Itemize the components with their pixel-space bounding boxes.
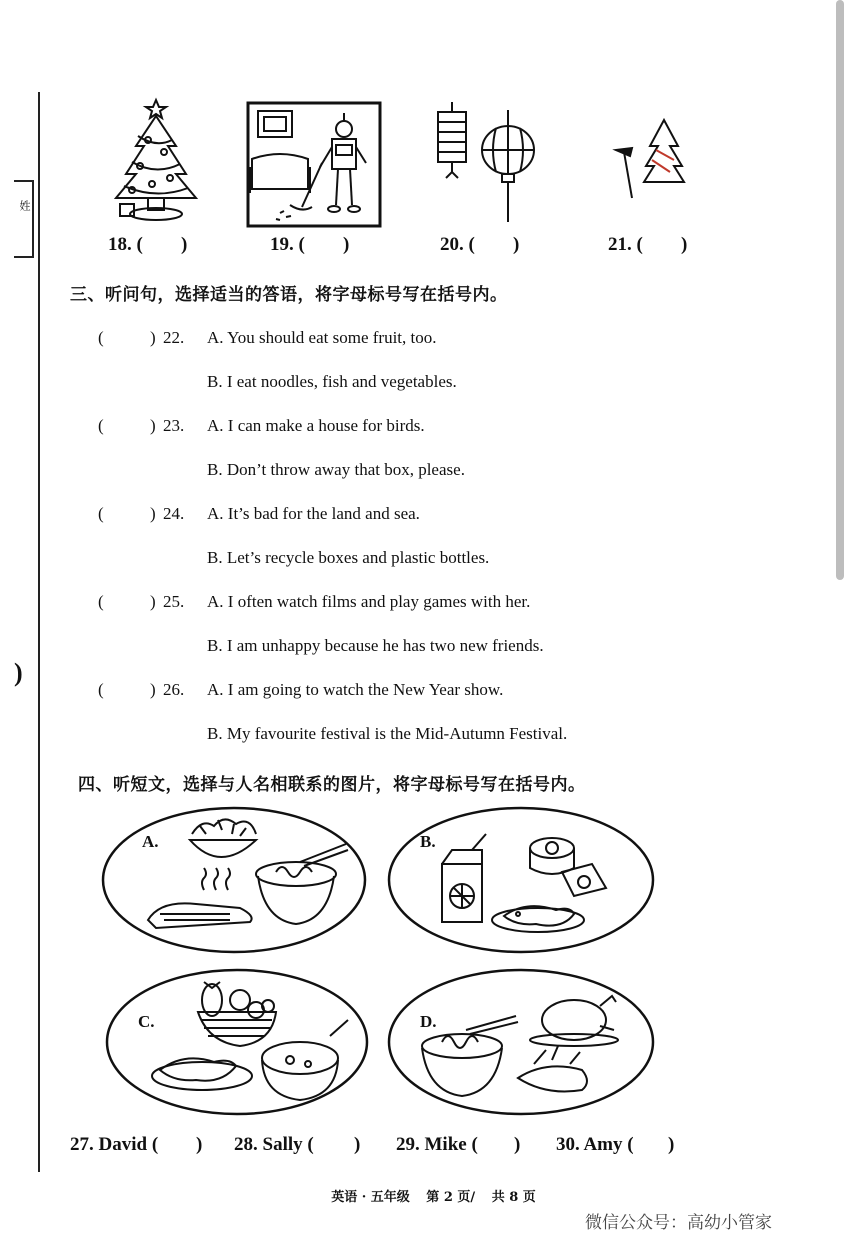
question-24 (0, 504, 867, 534)
answer-blank-close: ) (150, 416, 156, 435)
question-number: 25. (163, 592, 185, 611)
option-a: A. It’s bad for the land and sea. (207, 504, 420, 523)
answer-blank-open[interactable]: ( (98, 592, 104, 611)
picture-number-18: 18. ( (108, 234, 143, 255)
name-mike-close: ) (514, 1134, 521, 1155)
question-26 (0, 680, 867, 710)
option-b: B. Don’t throw away that box, please. (207, 460, 465, 479)
binding-box: 姓 (14, 180, 34, 258)
question-22 (0, 328, 867, 358)
option-b: B. I eat noodles, fish and vegetables. (207, 372, 457, 391)
option-a: A. You should eat some fruit, too. (207, 328, 437, 347)
answer-blank-open[interactable]: ( (98, 680, 104, 699)
question-number: 24. (163, 504, 185, 523)
answer-blank-close: ) (150, 328, 156, 347)
question-25 (0, 592, 867, 622)
footer-page: 第 2 页/ (426, 1190, 476, 1205)
corner-watermark-text: 微信公众号：高幼小管家 (585, 1213, 772, 1233)
axe-and-tree-icon (610, 116, 690, 206)
plate-c-label: C. (138, 1012, 155, 1031)
name-david: 27. David ( (70, 1134, 159, 1155)
section3-title: 三、听问句，选择适当的答语，将字母标号写在括号内。 (70, 285, 508, 305)
name-sally-close: ) (354, 1134, 361, 1155)
name-david-close: ) (196, 1134, 203, 1155)
question-number: 23. (163, 416, 185, 435)
option-a: A. I often watch films and play games with her. (207, 592, 531, 611)
plate-b-label: B. (420, 832, 436, 851)
option-b: B. I am unhappy because he has two new friends. (207, 636, 544, 655)
answer-blank-open[interactable]: ( (98, 328, 104, 347)
answer-blank-close: ) (150, 680, 156, 699)
robot-sweeping-icon (246, 101, 382, 228)
question-number: 22. (163, 328, 185, 347)
picture-close-20: ) (513, 234, 520, 255)
footer-total: 共 8 页 (491, 1190, 536, 1205)
picture-number-20: 20. ( (440, 234, 475, 255)
answer-blank-close: ) (150, 504, 156, 523)
name-mike: 29. Mike ( (396, 1134, 478, 1155)
name-sally: 28. Sally ( (234, 1134, 314, 1155)
plate-c-illustration (104, 966, 370, 1118)
page-footer (0, 1186, 867, 1205)
answer-blank-open[interactable]: ( (98, 416, 104, 435)
option-b: B. Let’s recycle boxes and plastic bottles. (207, 548, 490, 567)
question-number: 26. (163, 680, 185, 699)
binding-mark: ) (14, 658, 23, 687)
answer-blank-close: ) (150, 592, 156, 611)
question-23 (0, 416, 867, 446)
scrollbar[interactable] (836, 0, 844, 580)
plate-d-illustration (386, 966, 656, 1118)
option-a: A. I can make a house for birds. (207, 416, 425, 435)
name-amy: 30. Amy ( (556, 1134, 634, 1155)
plate-a-illustration (100, 804, 368, 956)
section4-title: 四、听短文，选择与人名相联系的图片，将字母标号写在括号内。 (78, 775, 586, 795)
plate-d-label: D. (420, 1012, 437, 1031)
picture-number-21: 21. ( (608, 234, 643, 255)
binding-line (38, 92, 40, 1172)
picture-close-18: ) (181, 234, 188, 255)
option-b: B. My favourite festival is the Mid-Autumn Festival. (207, 724, 568, 743)
picture-close-21: ) (681, 234, 688, 255)
answer-blank-open[interactable]: ( (98, 504, 104, 523)
option-a: A. I am going to watch the New Year show. (207, 680, 504, 699)
plate-b-illustration (386, 804, 656, 956)
picture-close-19: ) (343, 234, 350, 255)
christmas-tree-icon (108, 96, 204, 224)
plate-a-label: A. (142, 832, 159, 851)
lanterns-icon (426, 100, 544, 228)
footer-subject: 英语 · 五年级 (331, 1190, 410, 1205)
picture-number-19: 19. ( (270, 234, 305, 255)
name-amy-close: ) (668, 1134, 675, 1155)
